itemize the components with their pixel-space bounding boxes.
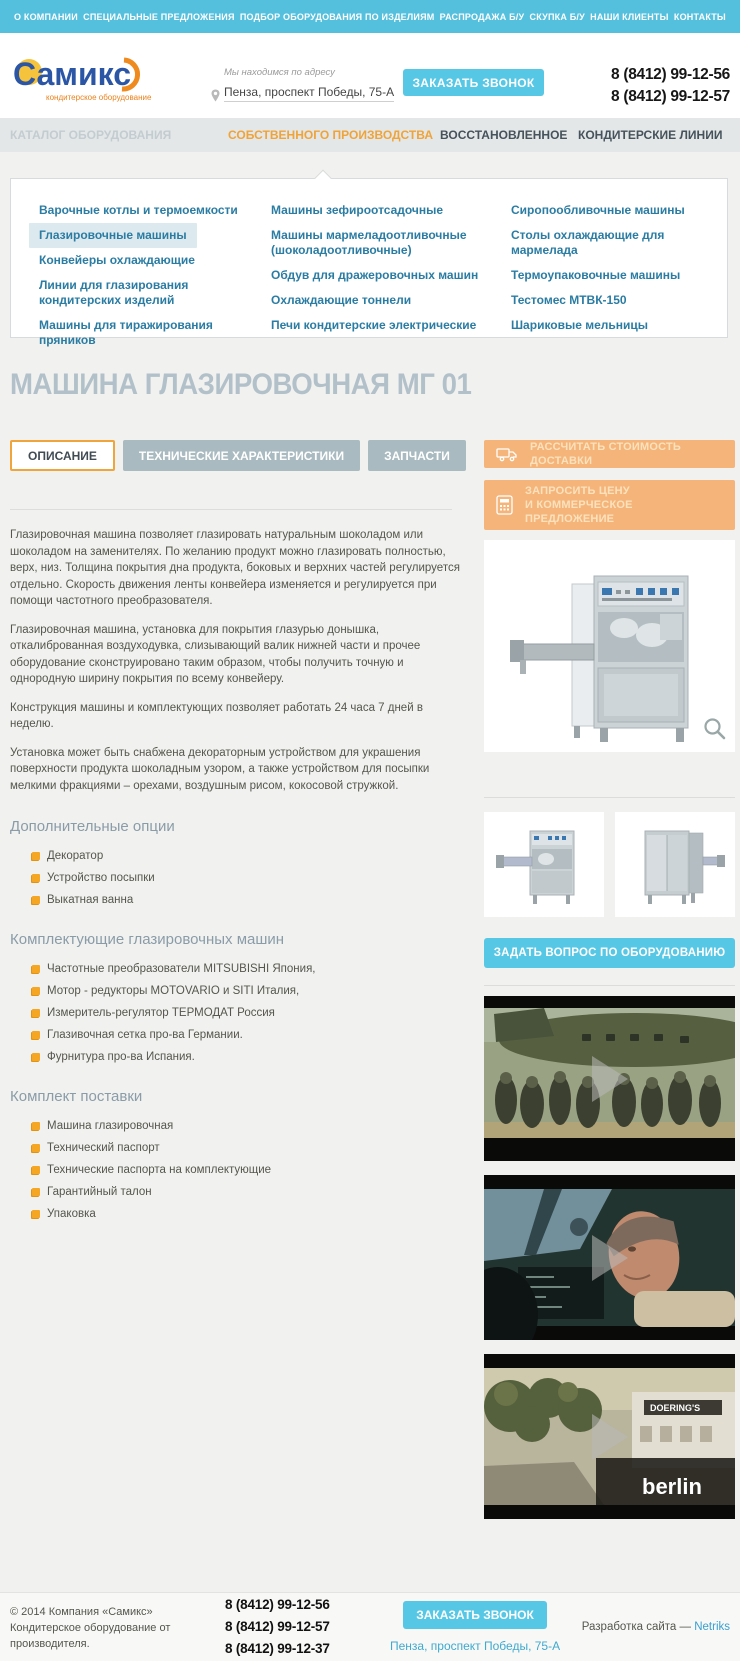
top-nav (0, 0, 740, 33)
play-icon (592, 1056, 628, 1102)
video-sign-text: DOERING'S (650, 1403, 701, 1413)
bullet-icon (32, 1122, 40, 1130)
list-item (32, 1164, 462, 1177)
bullet-icon (32, 896, 40, 904)
product-photo-thumb-1[interactable] (484, 812, 604, 917)
section-heading-options: Дополнительные опции (10, 818, 175, 835)
dropdown-item-glazing-machines[interactable]: Глазировочные машины (29, 223, 197, 248)
callback-button-header[interactable]: ЗАКАЗАТЬ ЗВОНОК (403, 69, 544, 96)
page-title: МАШИНА ГЛАЗИРОВОЧНАЯ МГ 01 (10, 368, 472, 401)
footer-copyright (10, 1604, 190, 1652)
bullet-icon (32, 1144, 40, 1152)
components-list (10, 963, 462, 1064)
top-nav-item-contacts[interactable]: КОНТАКТЫ (673, 11, 726, 22)
bullet-icon (32, 1009, 40, 1017)
request-price-line2: И КОММЕРЧЕСКОЕ ПРЕДЛОЖЕНИЕ (525, 499, 633, 525)
site-header (0, 33, 740, 118)
header-phones (611, 64, 730, 108)
phone-number: 8 (8412) 99-12-37 (225, 1641, 330, 1656)
dropdown-item-marmalade[interactable]: Машины мармеладоотливочные (шоколадоотливочные) (271, 228, 467, 257)
logo-text: Самикс (13, 56, 132, 92)
video-thumb-1[interactable] (484, 996, 735, 1161)
list-item (32, 1186, 462, 1199)
copyright-line: © 2014 Компания «Самикс» (10, 1606, 153, 1618)
delivery-cost-button[interactable] (484, 440, 735, 468)
list-item-label: Частотные преобразователи MITSUBISHI Япония, (47, 963, 316, 975)
dropdown-item-syrup[interactable]: Сиропообливочные машины (511, 203, 685, 217)
catalog-dropdown (10, 178, 728, 347)
logo-tagline: кондитерское оборудование (46, 93, 152, 102)
phone-number: 8 (8412) 99-12-56 (611, 66, 730, 83)
phone-number: 8 (8412) 99-12-57 (611, 88, 730, 105)
bullet-icon (32, 874, 40, 882)
credits-label: Разработка сайта — (581, 1621, 692, 1633)
delivery-cost-label: РАССЧИТАТЬ СТОИМОСТЬ ДОСТАВКИ (530, 441, 681, 467)
description-paragraph: Установка может быть снабжена декораторным устройством для украшения поверхности продукта шоколадным узором, а также устройством для посыпки мелкими фракциями – орехами, воздушным рисом, кокосовой стружкой. (10, 746, 430, 792)
dropdown-item-gingerbread[interactable]: Машины для тиражирования пряников (39, 318, 213, 347)
catalog-nav-label: КАТАЛОГ ОБОРУДОВАНИЯ (10, 128, 172, 142)
list-item-label: Фурнитура про-ва Испания. (47, 1051, 195, 1063)
video-thumb-3[interactable] (484, 1354, 735, 1519)
list-item (32, 1007, 462, 1020)
list-item (32, 1029, 462, 1042)
dropdown-column-2 (271, 203, 511, 358)
credits-link[interactable]: Netriks (694, 1621, 730, 1633)
list-item (32, 985, 462, 998)
list-item (32, 963, 462, 976)
list-item (32, 850, 462, 863)
description-paragraph: Глазировочная машина позволяет глазировать натуральным шоколадом или шоколадом на заменителях. По желанию продукт можно глазировать полностью, верх, низ. Толщина покрытия дна продукта, боковых и верхних частей регулируется отдельно. Скорость движения ленты конвейера изменяется и регулируется при помощи частотного преобразователя. (10, 529, 460, 607)
video-thumb-2[interactable] (484, 1175, 735, 1340)
description-paragraph: Конструкция машины и комплектующих позволяет работать 24 часа 7 дней в неделю. (10, 701, 423, 730)
company-logo[interactable] (8, 41, 173, 109)
tab-description[interactable]: ОПИСАНИЕ (10, 440, 115, 471)
phone-number: 8 (8412) 99-12-56 (225, 1597, 330, 1612)
list-item-label: Машина глазировочная (47, 1120, 174, 1132)
dropdown-column-3 (511, 203, 725, 358)
dropdown-item-kettles[interactable]: Варочные котлы и термоемкости (39, 203, 238, 217)
location-pin-icon (211, 89, 220, 107)
tab-specifications[interactable]: ТЕХНИЧЕСКИЕ ХАРАКТЕРИСТИКИ (123, 440, 360, 471)
bullet-icon (32, 1053, 40, 1061)
list-item-label: Гарантийный талон (47, 1186, 152, 1198)
list-item (32, 1120, 462, 1133)
dropdown-item-ovens[interactable]: Печи кондитерские электрические (271, 318, 477, 332)
request-price-button[interactable] (484, 480, 735, 530)
description-content (10, 527, 462, 1230)
content-divider (10, 509, 452, 510)
product-photo-thumb-2[interactable] (615, 812, 735, 917)
bullet-icon (32, 1031, 40, 1039)
top-nav-item-selection[interactable]: ПОДБОР ОБОРУДОВАНИЯ ПО ИЗДЕЛИЯМ (239, 11, 435, 22)
bullet-icon (32, 1166, 40, 1174)
top-nav-item-offers[interactable]: СПЕЦИАЛЬНЫЕ ПРЕДЛОЖЕНИЯ (83, 11, 235, 22)
request-price-label (525, 484, 723, 526)
list-item-label: Измеритель-регулятор ТЕРМОДАТ Россия (47, 1007, 275, 1019)
catalog-tab-own-production[interactable]: СОБСТВЕННОГО ПРОИЗВОДСТВА (228, 128, 433, 142)
product-tabs (10, 440, 474, 471)
catalog-nav (0, 118, 740, 152)
callback-button-footer[interactable]: ЗАКАЗАТЬ ЗВОНОК (403, 1601, 547, 1629)
bullet-icon (32, 1210, 40, 1218)
list-item-label: Технические паспорта на комплектующие (47, 1164, 272, 1176)
ask-question-button[interactable]: ЗАДАТЬ ВОПРОС ПО ОБОРУДОВАНИЮ (484, 938, 735, 968)
list-item-label: Глазивочная сетка про-ва Германии. (47, 1029, 243, 1041)
bullet-icon (32, 965, 40, 973)
site-footer (0, 1592, 740, 1661)
list-item (32, 1142, 462, 1155)
footer-address-link[interactable]: Пенза, проспект Победы, 75-А (390, 1639, 561, 1653)
delivery-set-list (10, 1120, 462, 1221)
section-heading-delivery-set: Комплект поставки (10, 1088, 143, 1105)
list-item-label: Выкатная ванна (47, 894, 134, 906)
list-item (32, 872, 462, 885)
dropdown-item-blower[interactable]: Обдув для дражеровочных машин (271, 268, 479, 282)
top-nav-item-clients[interactable]: НАШИ КЛИЕНТЫ (590, 11, 669, 22)
request-price-line1: ЗАПРОСИТЬ ЦЕНУ (525, 485, 630, 497)
calculator-icon (496, 495, 513, 515)
dropdown-item-cooling-tunnels[interactable]: Охлаждающие тоннели (271, 293, 412, 307)
phone-number: 8 (8412) 99-12-57 (225, 1619, 330, 1634)
list-item-label: Мотор - редукторы MOTOVARIO и SITI Италия, (47, 985, 300, 997)
dropdown-item-dough-mixer[interactable]: Тестомес МТВК-150 (511, 293, 627, 307)
bullet-icon (32, 987, 40, 995)
bullet-icon (32, 852, 40, 860)
list-item-label: Устройство посыпки (47, 872, 155, 884)
dropdown-item-thermo-packing[interactable]: Термоупаковочные машины (511, 268, 681, 282)
truck-icon (496, 447, 518, 462)
list-item (32, 1051, 462, 1064)
dropdown-item-glazing-lines[interactable]: Линии для глазирования кондитерских изделий (39, 278, 189, 307)
top-nav-item-buyback[interactable]: СКУПКА Б/У (529, 11, 585, 22)
list-item-label: Упаковка (47, 1208, 96, 1220)
play-icon (592, 1235, 628, 1281)
list-item-label: Технический паспорт (47, 1142, 160, 1154)
options-list (10, 850, 462, 907)
header-address-block (224, 67, 394, 102)
section-heading-components: Комплектующие глазировочных машин (10, 931, 285, 948)
top-nav-item-about[interactable]: О КОМПАНИИ (14, 11, 78, 22)
footer-phones (225, 1594, 330, 1660)
dropdown-item-cooling-tables[interactable]: Столы охлаждающие для мармелада (511, 228, 665, 257)
catalog-tab-restored[interactable]: ВОССТАНОВЛЕННОЕ (440, 128, 568, 142)
play-icon (592, 1414, 628, 1460)
photo-thumbnails (484, 812, 735, 917)
list-item (32, 894, 462, 907)
list-item-label: Декоратор (47, 850, 104, 862)
address-link[interactable]: Пенза, проспект Победы, 75-А (224, 85, 394, 102)
zoom-magnifier-icon[interactable] (703, 717, 727, 746)
copyright-subline: Кондитерское оборудование от производителя. (10, 1622, 171, 1650)
address-label: Мы находимся по адресу (224, 67, 335, 78)
top-nav-item-sale[interactable]: РАСПРОДАЖА Б/У (439, 11, 525, 22)
product-photo-main[interactable] (484, 540, 735, 752)
video-caption-text: berlin (642, 1474, 702, 1499)
sidebar-divider (484, 985, 735, 986)
tab-spare-parts[interactable]: ЗАПЧАСТИ (368, 440, 466, 471)
product-sidebar (484, 440, 735, 1533)
list-item (32, 1208, 462, 1221)
dropdown-item-ball-mills[interactable]: Шариковые мельницы (511, 318, 649, 332)
bullet-icon (32, 1188, 40, 1196)
dropdown-item-marshmallow[interactable]: Машины зефироотсадочные (271, 203, 444, 217)
sidebar-divider (484, 797, 735, 798)
catalog-tab-lines[interactable]: КОНДИТЕРСКИЕ ЛИНИИ (578, 128, 723, 142)
dropdown-column-1 (39, 203, 271, 358)
dropdown-item-conveyors[interactable]: Конвейеры охлаждающие (39, 253, 195, 267)
footer-credits (582, 1621, 730, 1633)
description-paragraph: Глазировочная машина, установка для покрытия глазурью донышка, откалиброванная воздуходувка, слизывающий валик нижней части и прочее оборудование сконструировано таким образом, чтобы получить точную и однородную ширину покрытия по всему конвейеру. (10, 623, 421, 685)
